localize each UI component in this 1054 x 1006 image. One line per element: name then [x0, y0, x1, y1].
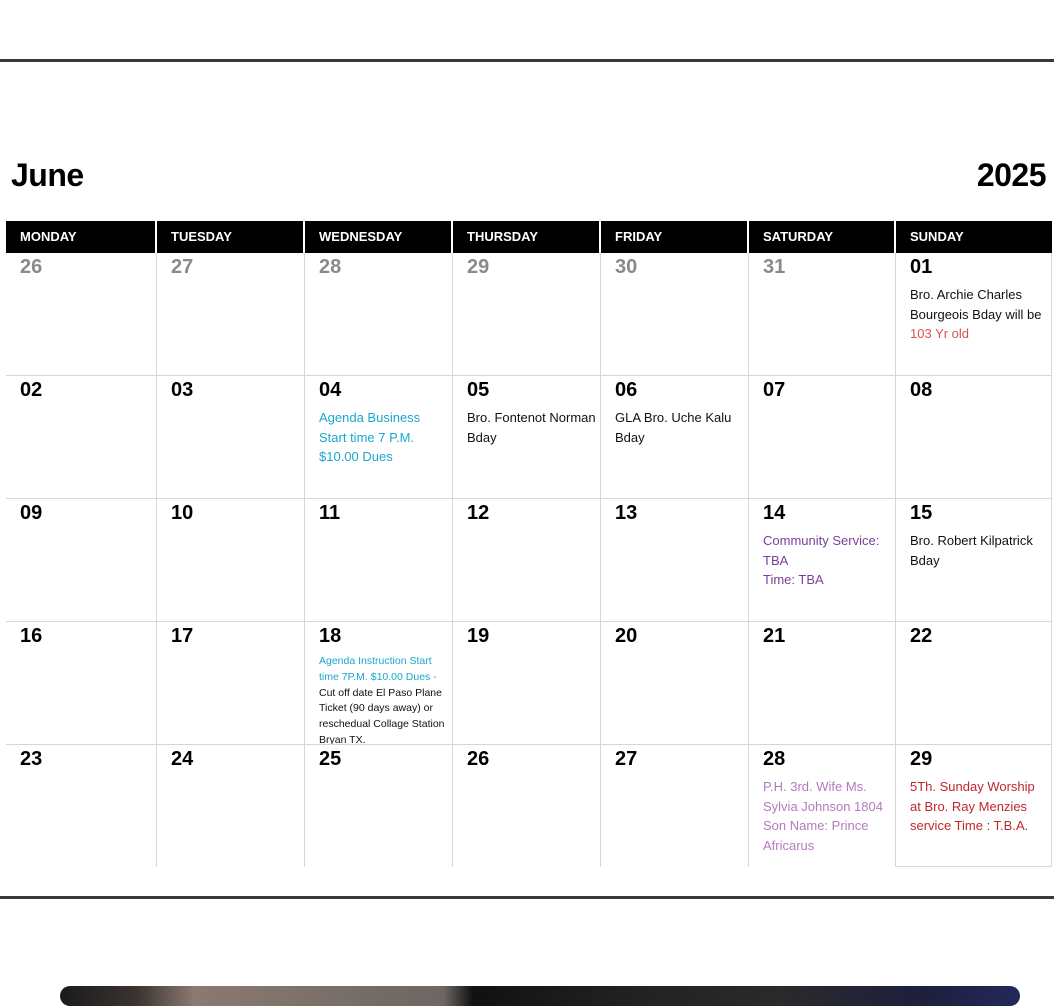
day-number: 24: [171, 748, 194, 770]
day-number: 26: [20, 256, 43, 278]
event-text: Bro. Robert Kilpatrick Bday: [910, 533, 1033, 568]
day-cell-tuesday[interactable]: [157, 499, 305, 621]
day-events: [467, 408, 596, 447]
day-cell-saturday[interactable]: [749, 622, 896, 744]
day-cell-saturday[interactable]: [749, 745, 896, 867]
event-text: Agenda Business Start time 7 P.M. $10.00 Dues: [319, 410, 421, 464]
day-cell-wednesday[interactable]: [305, 376, 453, 498]
week-row: [6, 622, 1052, 745]
day-cell-saturday[interactable]: [749, 376, 896, 498]
day-cell-saturday[interactable]: [749, 253, 896, 375]
event-text: Agenda Instruction Start time 7P.M. $10.00 Dues -: [319, 655, 437, 683]
event-text: 103 Yr old: [910, 326, 970, 341]
day-number: 16: [20, 625, 43, 647]
day-cell-thursday[interactable]: [453, 253, 601, 375]
day-number: 22: [910, 625, 933, 647]
day-events: [910, 777, 1047, 836]
event-text: P.H. 3rd. Wife Ms. Sylvia Johnson 1804 Son Name: Prince Africarus: [763, 779, 883, 853]
day-cell-wednesday[interactable]: [305, 622, 453, 744]
day-cell-wednesday[interactable]: [305, 253, 453, 375]
event-text: Bro. Fontenot Norman Bday: [467, 410, 596, 445]
day-number: 08: [910, 379, 933, 401]
day-cell-thursday[interactable]: [453, 376, 601, 498]
day-number: 15: [910, 502, 933, 524]
day-cell-wednesday[interactable]: [305, 499, 453, 621]
day-cell-tuesday[interactable]: [157, 622, 305, 744]
day-number: 14: [763, 502, 786, 524]
day-cell-sunday[interactable]: [896, 622, 1052, 744]
week-row: [6, 745, 1052, 867]
event-text: Bro. Archie Charles Bourgeois Bday will be: [910, 287, 1042, 322]
day-events: [319, 408, 448, 467]
day-number: 12: [467, 502, 490, 524]
day-number: 21: [763, 625, 786, 647]
day-number: 19: [467, 625, 490, 647]
day-cell-thursday[interactable]: [453, 745, 601, 867]
weekday-sunday: SUNDAY: [910, 229, 964, 244]
weekday-wednesday: WEDNESDAY: [305, 221, 453, 253]
day-cell-monday[interactable]: [6, 376, 157, 498]
day-events: [319, 654, 448, 744]
calendar-grid: [6, 221, 1052, 867]
day-cell-friday[interactable]: [601, 499, 749, 621]
day-number: 27: [615, 748, 638, 770]
day-number: 02: [20, 379, 43, 401]
day-cell-monday[interactable]: [6, 499, 157, 621]
day-number: 27: [171, 256, 194, 278]
photo-banner: [60, 986, 1020, 1006]
day-number: 13: [615, 502, 638, 524]
event-text: Community Service: TBA: [763, 533, 880, 568]
weekday-monday: MONDAY: [6, 221, 157, 253]
day-number: 06: [615, 379, 638, 401]
day-number: 30: [615, 256, 638, 278]
day-number: 26: [467, 748, 490, 770]
day-number: 11: [319, 502, 341, 524]
weekday-thursday: THURSDAY: [453, 221, 601, 253]
day-cell-sunday[interactable]: [896, 745, 1052, 867]
day-events: [910, 285, 1047, 344]
day-number: 29: [467, 256, 490, 278]
day-cell-tuesday[interactable]: [157, 745, 305, 867]
day-number: 07: [763, 379, 786, 401]
day-number: 01: [910, 256, 933, 278]
day-cell-monday[interactable]: [6, 622, 157, 744]
day-number: 17: [171, 625, 194, 647]
month-title: June: [11, 157, 84, 193]
day-number: 28: [763, 748, 786, 770]
day-cell-wednesday[interactable]: [305, 745, 453, 867]
day-cell-tuesday[interactable]: [157, 253, 305, 375]
bottom-divider: [0, 896, 1054, 899]
day-number: 25: [319, 748, 342, 770]
day-cell-thursday[interactable]: [453, 622, 601, 744]
day-cell-friday[interactable]: [601, 622, 749, 744]
event-text: Time: TBA: [763, 572, 824, 587]
day-number: 09: [20, 502, 43, 524]
day-number: 28: [319, 256, 342, 278]
day-cell-friday[interactable]: [601, 376, 749, 498]
day-number: 10: [171, 502, 194, 524]
day-number: 31: [763, 256, 786, 278]
weekday-tuesday: TUESDAY: [157, 221, 305, 253]
day-cell-tuesday[interactable]: [157, 376, 305, 498]
event-text: 5Th. Sunday Worship at Bro. Ray Menzies service Time : T.B.A.: [910, 779, 1035, 833]
day-number: 20: [615, 625, 638, 647]
week-row: [6, 253, 1052, 376]
week-row: [6, 376, 1052, 499]
day-number: 04: [319, 379, 342, 401]
day-cell-sunday[interactable]: [896, 376, 1052, 498]
week-row: [6, 499, 1052, 622]
day-number: 18: [319, 625, 342, 647]
weekday-friday: FRIDAY: [601, 221, 749, 253]
event-text: Cut off date El Paso Plane Ticket (90 days away) or reschedual Collage Station Bryan TX.: [319, 686, 445, 744]
day-cell-sunday[interactable]: [896, 253, 1052, 375]
top-divider: [0, 59, 1054, 62]
day-events: [763, 531, 891, 590]
day-events: [615, 408, 744, 447]
day-cell-thursday[interactable]: [453, 499, 601, 621]
year-title: 2025: [976, 157, 1046, 193]
day-cell-saturday[interactable]: [749, 499, 896, 621]
day-events: [763, 777, 891, 855]
day-events: [910, 531, 1047, 570]
day-number: 05: [467, 379, 490, 401]
day-cell-friday[interactable]: [601, 253, 749, 375]
weekday-saturday: SATURDAY: [749, 221, 896, 253]
day-cell-monday[interactable]: [6, 253, 157, 375]
day-number: 03: [171, 379, 194, 401]
day-cell-monday[interactable]: [6, 745, 157, 867]
day-number: 29: [910, 748, 933, 770]
weekday-header: [6, 221, 1052, 253]
event-text: GLA Bro. Uche Kalu Bday: [615, 410, 732, 445]
day-cell-sunday[interactable]: [896, 499, 1052, 621]
day-cell-friday[interactable]: [601, 745, 749, 867]
weeks-container: [6, 253, 1052, 867]
day-number: 23: [20, 748, 43, 770]
